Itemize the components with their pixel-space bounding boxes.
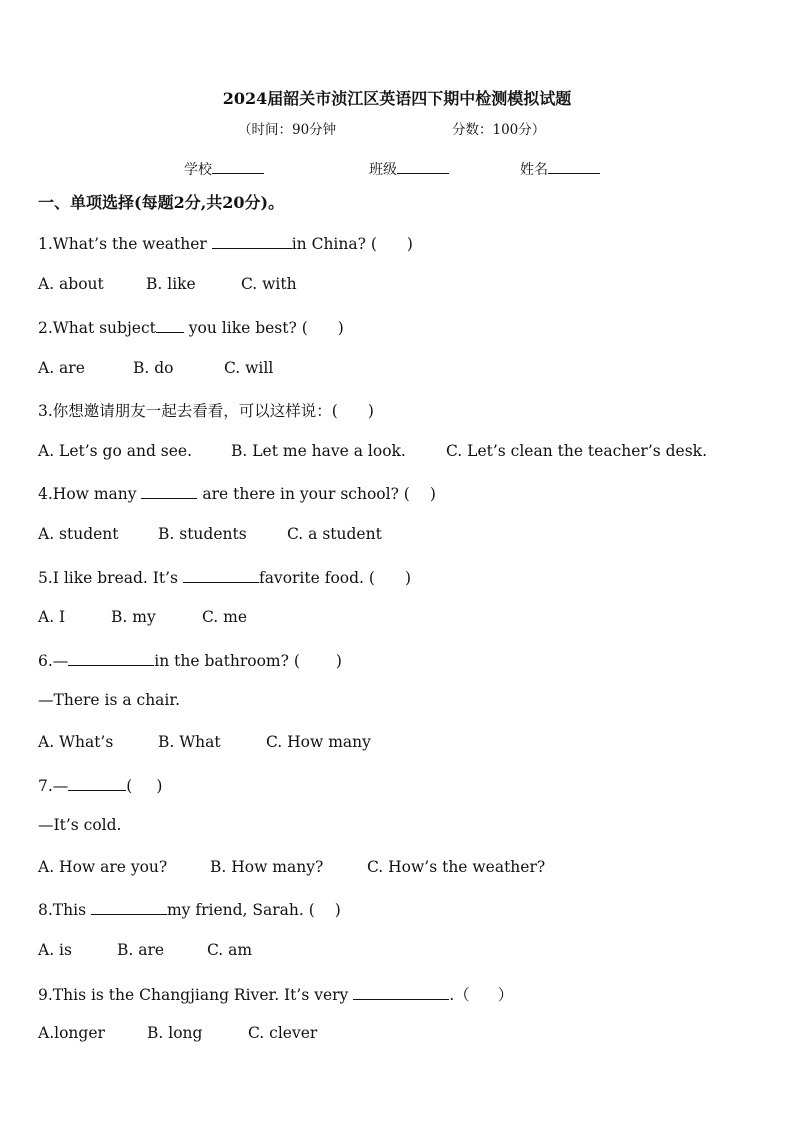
option-c[interactable]: C. How’s the weather? (367, 858, 546, 876)
option-a[interactable]: A.longer (38, 1024, 105, 1042)
option-c[interactable]: C. me (202, 608, 248, 626)
option-b[interactable]: B. long (147, 1024, 203, 1042)
dialogue-answer-6: —There is a chair. (38, 691, 181, 709)
name-label: 姓名 (520, 162, 548, 178)
answer-blank[interactable] (212, 233, 292, 249)
answer-blank[interactable] (353, 984, 449, 1000)
option-c[interactable]: C. clever (248, 1024, 318, 1042)
answer-blank[interactable] (183, 567, 259, 583)
option-b[interactable]: B. How many? (210, 858, 324, 876)
class-field (369, 159, 449, 179)
answer-blank[interactable] (141, 483, 197, 499)
question-7: 7.— ( ) (38, 777, 163, 795)
answer-blank[interactable] (91, 899, 167, 915)
answer-blank[interactable] (68, 650, 154, 666)
page-title: 2024届韶关市浈江区英语四下期中检测模拟试题 (222, 89, 572, 108)
option-c[interactable]: C. a student (287, 525, 382, 543)
option-a[interactable]: A. student (38, 525, 119, 543)
option-a[interactable]: A. I (38, 608, 66, 626)
question-2: 2.What subject you like best? ( ) (38, 319, 344, 337)
option-b[interactable]: B. are (117, 941, 165, 959)
option-a[interactable]: A. How are you? (38, 858, 168, 876)
question-5: 5.I like bread. It’s favorite food. ( ) (38, 569, 412, 587)
class-blank[interactable] (397, 159, 449, 174)
question-9: 9.This is the Changjiang River. It’s very .（ ） (38, 986, 514, 1004)
class-label: 班级 (369, 162, 397, 178)
option-b[interactable]: B. do (133, 359, 174, 377)
option-a[interactable]: A. about (38, 275, 104, 293)
option-c[interactable]: C. will (224, 359, 274, 377)
option-b[interactable]: B. my (111, 608, 156, 626)
exam-time: （时间：90分钟 (238, 122, 337, 138)
option-c[interactable]: C. Let’s clean the teacher’s desk. (446, 442, 708, 460)
option-a[interactable]: A. What’s (38, 733, 114, 751)
name-blank[interactable] (548, 159, 600, 174)
question-4: 4.How many are there in your school? ( ) (38, 485, 436, 503)
question-8: 8.This my friend, Sarah. ( ) (38, 901, 341, 919)
answer-blank[interactable] (156, 317, 184, 333)
option-c[interactable]: C. am (207, 941, 253, 959)
question-1: 1.What’s the weather in China? ( ) (38, 235, 413, 253)
option-c[interactable]: C. How many (266, 733, 371, 751)
school-blank[interactable] (212, 159, 264, 174)
option-a[interactable]: A. Let’s go and see. (38, 442, 193, 460)
question-6: 6.— in the bathroom? ( ) (38, 652, 342, 670)
option-a[interactable]: A. are (38, 359, 85, 377)
dialogue-answer-7: —It’s cold. (38, 816, 122, 834)
exam-score: 分数：100分） (452, 122, 546, 138)
option-c[interactable]: C. with (241, 275, 297, 293)
name-field (520, 159, 600, 179)
option-b[interactable]: B. What (158, 733, 221, 751)
option-a[interactable]: A. is (38, 941, 72, 959)
school-field (184, 159, 264, 179)
option-b[interactable]: B. students (158, 525, 247, 543)
answer-blank[interactable] (68, 775, 126, 791)
school-label: 学校 (184, 162, 212, 178)
section-heading: 一、单项选择(每题2分,共20分)。 (38, 193, 285, 212)
option-b[interactable]: B. like (146, 275, 196, 293)
option-b[interactable]: B. Let me have a look. (231, 442, 406, 460)
question-3: 3.你想邀请朋友一起去看看，可以这样说：( ) (38, 402, 374, 420)
